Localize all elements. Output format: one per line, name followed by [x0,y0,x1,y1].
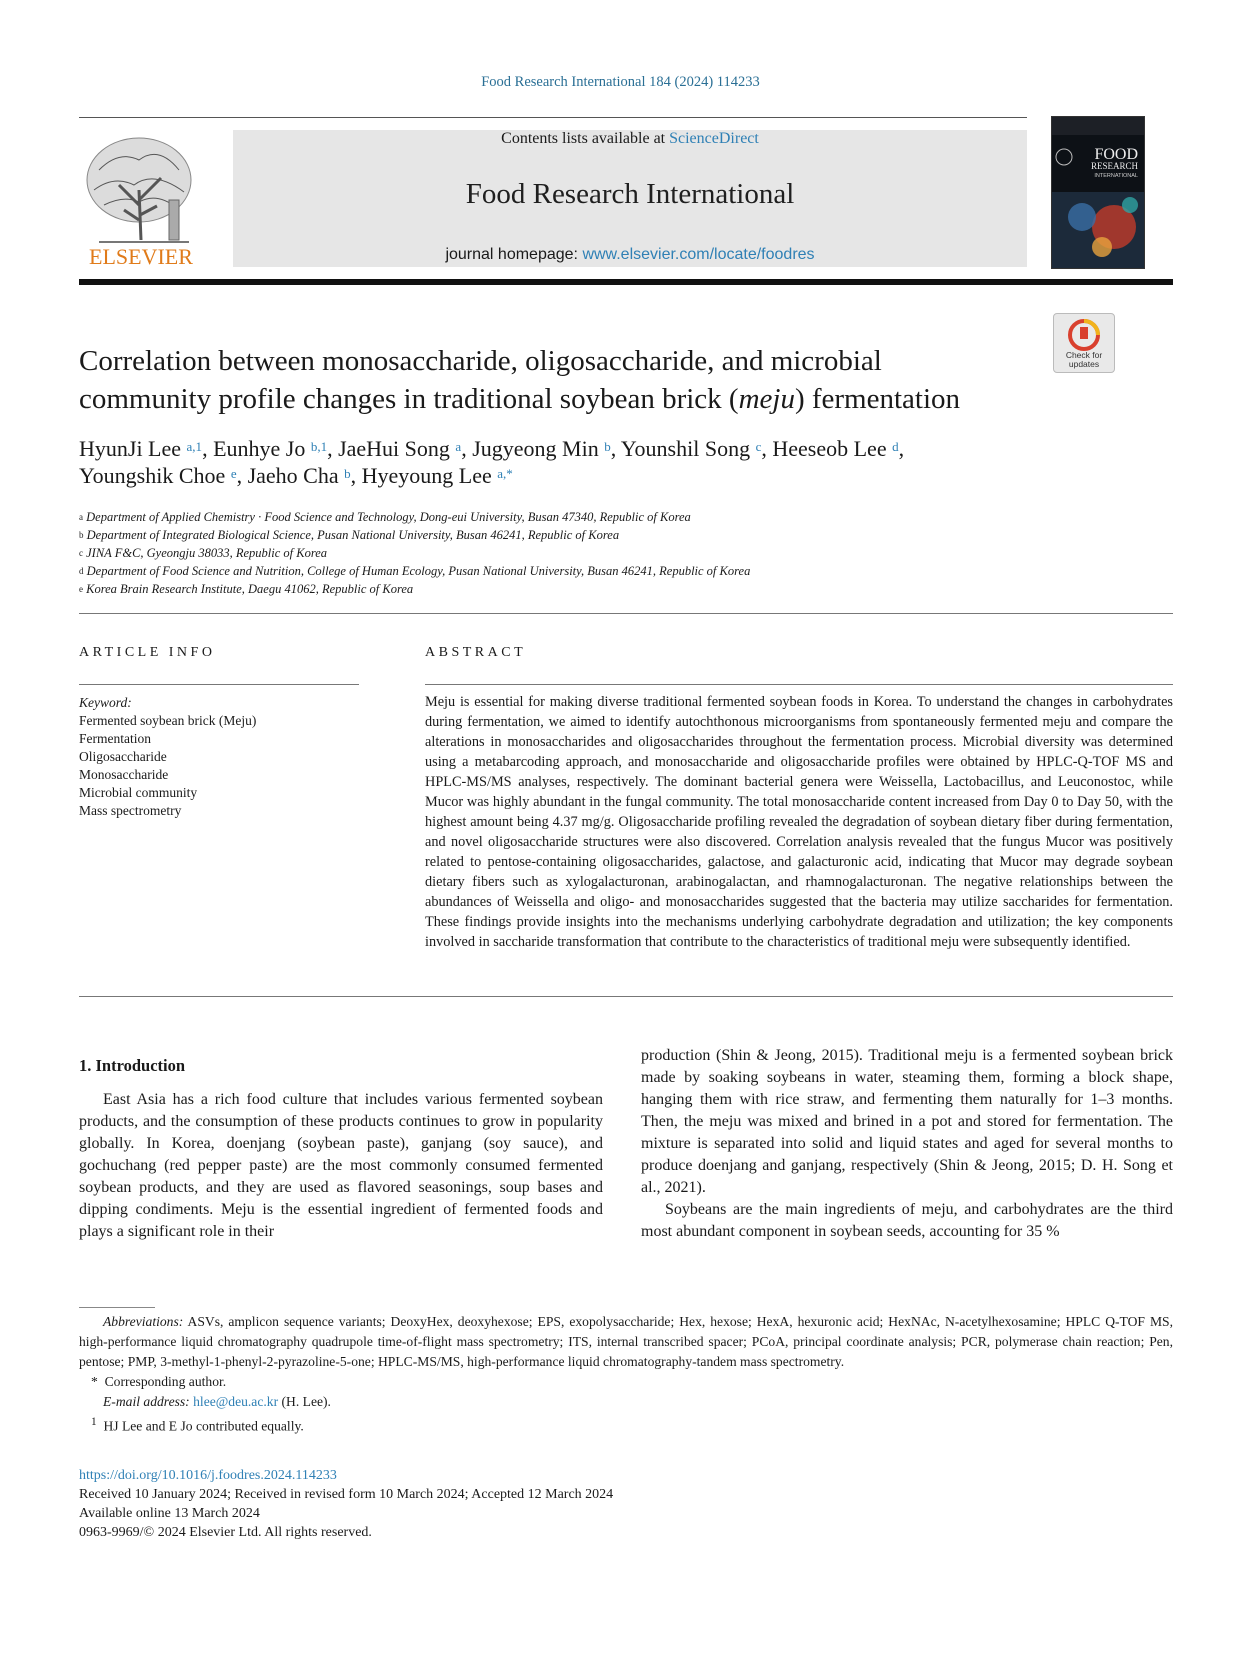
author-affiliation-marker[interactable]: a [455,439,462,454]
section-divider [79,996,1173,997]
abbreviations-footnote [79,1312,1173,1372]
affiliation-key: b [79,530,84,540]
affiliation-item [79,544,1079,562]
email-link[interactable]: hlee@deu.ac.kr [193,1394,279,1409]
author-affiliation-marker[interactable]: b [344,466,351,481]
author-name[interactable]: JaeHui Song [338,436,450,461]
affiliation-item [79,562,1079,580]
author-affiliation-marker[interactable]: e [230,466,237,481]
author-separator: , [202,436,214,461]
received-dates: Received 10 January 2024; Received in revised form 10 March 2024; Accepted 12 March 2024 [79,1487,614,1502]
svg-text:RESEARCH: RESEARCH [1090,161,1138,171]
author-separator: , [461,436,473,461]
elsevier-tree-icon [79,130,204,270]
check-updates-icon [1054,314,1114,372]
email-suffix: (H. Lee). [281,1394,331,1409]
author-line-1 [79,435,1079,462]
publication-info [79,1466,979,1542]
keyword-item: Oligosaccharide [79,749,167,764]
author-name[interactable]: HyunJi Lee [79,436,182,461]
svg-text:ELSEVIER: ELSEVIER [89,244,193,269]
affiliation-text: Korea Brain Research Institute, Daegu 41062, Republic of Korea [86,582,414,596]
author-separator: , [350,463,362,488]
check-for-updates-badge[interactable] [1053,313,1115,373]
affiliation-key: c [79,548,83,558]
author-affiliation-marker[interactable]: a,1 [186,439,203,454]
journal-citation: Food Research International 184 (2024) 114233 [481,74,760,90]
corresponding-text: Corresponding author. [104,1374,227,1389]
author-separator: , [610,436,621,461]
equal-contribution-text: HJ Lee and E Jo contributed equally. [103,1418,304,1434]
abbreviations-label: Abbreviations: [103,1314,184,1329]
affiliation-text: Department of Food Science and Nutrition, College of Human Ecology, Pusan National University, Busan 46241, Republic of Korea [86,564,751,578]
title-line-2-text: community profile changes in traditional soybean brick ( [79,383,739,415]
keyword-label: Keyword: [79,695,132,710]
abbreviations-text: ASVs, amplicon sequence variants; DeoxyHex, deoxyhexose; EPS, exopolysaccharide; Hex, hexose; HexA, hexuronic acid; HexNAc, N-acetylhexosamine; HPLC Q-TOF MS, high-performance liquid chromatography quadrupole time-of-flight mass spectrometry; ITS, internal transcribed spacer; PCoA, principal coordinate analysis; PCR, polymerase chain reaction; Pen, pentose; PMP, 3-methyl-1-phenyl-2-pyrazoline-5-one; HPLC-MS/MS, high-performance liquid chromatography-tandem mass spectrometry. [79,1314,1173,1369]
svg-text:FOOD: FOOD [1094,146,1138,163]
author-separator: , [327,436,339,461]
abstract-text: Meju is essential for making diverse traditional fermented soybean foods in Korea. To understand the changes in carbohydrates during fermentation, we aimed to identify autochthonous microorganisms from spontaneously fermented meju and compare the alterations in monosaccharides and oligosaccharides throughout the fermentation process. Microbial diversity was determined using a metabarcoding approach, and monosaccharide and oligosaccharide profiles were obtained by HPLC-Q-TOF MS and HPLC-MS/MS analyses, respectively. The dominant bacterial genera were Weissella, Lactobacillus, and Leuconostoc, while Mucor was highly abundant in the fungal community. The total monosaccharide content increased from Day 0 to Day 50, with the highest amount being 4.37 mg/g. Oligosaccharide profiling revealed the degradation of soybean dietary fiber during fermentation, and novel oligosaccharide structures were also discovered. Correlation analysis revealed that the fungus Mucor was positively related to pentose-containing oligosaccharides, galactose, and galacturonic acid, indicating that Mucor may degrade soybean dietary fibers such as xylogalacturonan, arabinogalactan, and rhamnogalacturonan. The negative relationships between the abundances of Weissella and oligo- and monosaccharides suggested that the bacteria may utilize saccharides for fermentation. These findings provide insights into the mechanisms underlying carbohydrate degradation and utilization; the key components involved in saccharide transformation that contribute to the characteristics of traditional meju were subsequently identified. [425,694,1173,950]
intro-paragraph-left: East Asia has a rich food culture that includes various fermented soybean products, and the consumption of these products continues to grow in popularity globally. In Korea, doenjang (soybean paste), ganjang (soy sauce), and gochuchang (red pepper paste) are the most commonly consumed fermented soybean products, and they are used as flavored seasonings, soup bases and dipping condiments. Meju is the essential ingredient of fermented foods and plays a significant role in their [79,1091,603,1240]
author-name[interactable]: Youngshik Choe [79,463,226,488]
abstract-heading: ABSTRACT [425,645,527,660]
author-name[interactable]: Jugyeong Min [472,436,599,461]
author-separator: , [236,463,248,488]
keyword-item: Fermented soybean brick (Meju) [79,713,257,728]
keyword-item: Fermentation [79,731,151,746]
svg-text:updates: updates [1068,359,1100,369]
email-footnote [79,1392,1173,1412]
affiliation-key: e [79,584,83,594]
title-line-2-end: ) fermentation [794,383,961,415]
author-separator: , [898,436,905,461]
title-meju: meju [738,383,795,415]
author-affiliation-marker[interactable]: b [604,439,611,454]
footnotes [79,1312,1173,1437]
author-separator: , [761,436,773,461]
affiliation-list [79,508,1079,598]
svg-text:Check for: Check for [1065,350,1103,360]
header-thick-rule [79,279,1173,285]
journal-cover-image [1052,117,1144,268]
intro-paragraph-right-1: production (Shin & Jeong, 2015). Traditional meju is a fermented soybean brick made by soaking soybeans in water, steaming them, forming a block shape, hanging them with rice straw, and fermenting them naturally for 1–3 months. Then, the meju was mixed and brined in a pot and stored for fermentation. The mixture is separated into solid and liquid states and aged for several months to produce doenjang and ganjang, respectively (Shin & Jeong, 2015; D. H. Song et al., 2021). [641,1047,1173,1196]
author-name[interactable]: Heeseob Lee [772,436,887,461]
svg-text:INTERNATIONAL: INTERNATIONAL [1094,173,1138,179]
affiliation-text: JINA F&C, Gyeongju 38033, Republic of Korea [86,546,328,560]
affiliation-item [79,526,1079,544]
contents-line [233,130,1027,148]
author-line-2 [79,462,1079,489]
abstract-rule [425,684,1173,685]
title-line-1: Correlation between monosaccharide, oligosaccharide, and microbial [79,345,882,377]
author-affiliation-marker[interactable]: c [755,439,762,454]
section-divider [79,613,1173,614]
keyword-item: Mass spectrometry [79,803,182,818]
author-name[interactable]: Hyeyoung Lee [361,463,492,488]
article-info-heading: ARTICLE INFO [79,645,216,660]
affiliation-text: Department of Applied Chemistry · Food Science and Technology, Dong-eui University, Busan 47340, Republic of Korea [86,510,691,524]
keyword-item: Microbial community [79,785,198,800]
journal-title: Food Research International [465,178,795,210]
contents-prefix: Contents lists available at [501,130,670,147]
article-title [79,342,1039,418]
homepage-link[interactable]: www.elsevier.com/locate/foodres [582,246,815,263]
author-affiliation-marker[interactable]: b,1 [310,439,328,454]
header-rule [79,117,1027,118]
doi-link[interactable]: https://doi.org/10.1016/j.foodres.2024.114233 [79,1468,337,1483]
corresponding-footnote: * Corresponding author. [91,1374,227,1389]
author-affiliation-marker[interactable]: d [892,439,899,454]
sciencedirect-link[interactable]: ScienceDirect [669,130,759,147]
elsevier-logo[interactable] [79,130,204,270]
author-name[interactable]: Younshil Song [620,436,751,461]
journal-cover-thumbnail[interactable] [1051,116,1145,269]
keyword-list [79,694,369,820]
author-name[interactable]: Jaeho Cha [247,463,339,488]
homepage-prefix: journal homepage: [445,246,583,263]
title-line-2 [79,380,1039,418]
author-list [79,435,1079,489]
footnote-rule [79,1307,155,1308]
affiliation-item [79,508,1079,526]
keyword-item: Monosaccharide [79,767,169,782]
journal-homepage [233,246,1027,264]
equal-contribution-footnote: $^1$ HJ Lee and E Jo contributed equally. [91,1416,304,1434]
author-name[interactable]: Eunhye Jo [213,436,306,461]
available-online: Available online 13 March 2024 [79,1506,260,1521]
section-heading-introduction: 1. Introduction [79,1056,186,1075]
affiliation-text: Department of Integrated Biological Science, Pusan National University, Busan 46241, Republic of Korea [86,528,620,542]
copyright: 0963-9969/© 2024 Elsevier Ltd. All rights reserved. [79,1525,372,1540]
intro-paragraph-right-2: Soybeans are the main ingredients of meju, and carbohydrates are the third most abundant component in soybean seeds, accounting for 35 % [641,1201,1173,1240]
author-affiliation-marker[interactable]: a,* [497,466,513,481]
affiliation-item [79,580,1079,598]
article-info-rule [79,684,359,685]
journal-masthead [233,130,1027,267]
affiliation-key: a [79,512,83,522]
email-label: E-mail address: [103,1394,190,1409]
affiliation-key: d [79,566,84,576]
